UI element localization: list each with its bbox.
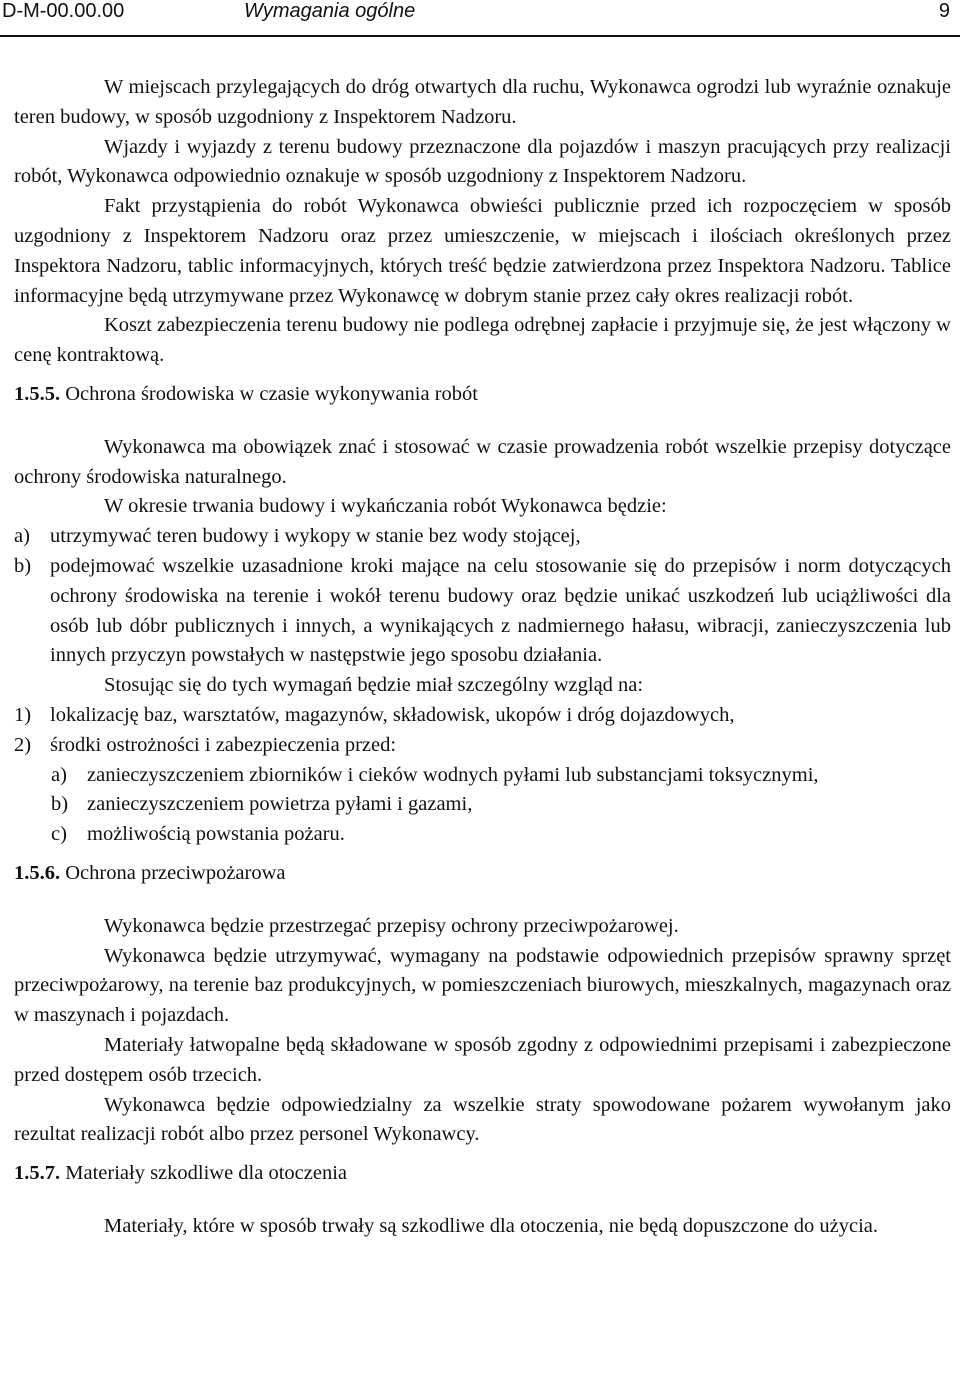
page-number: 9 bbox=[938, 0, 950, 22]
paragraph: Wykonawca będzie przestrzegać przepisy ochrony przeciwpożarowej. bbox=[104, 914, 679, 937]
section-number: 1.5.5. bbox=[14, 382, 61, 405]
document-code: D-M-00.00.00 bbox=[2, 0, 125, 22]
section-heading-1-5-7 bbox=[14, 1159, 951, 1189]
list-marker: c) bbox=[51, 823, 67, 846]
paragraph: Koszt zabezpieczenia terenu budowy nie podlega odrębnej zapłacie i przyjmuje się, że jest włączony w cenę kontraktową. bbox=[14, 314, 951, 367]
paragraph: W okresie trwania budowy i wykańczania robót Wykonawca będzie: bbox=[104, 495, 667, 518]
section-heading-1-5-6 bbox=[14, 859, 951, 889]
paragraph: Materiały łatwopalne będą składowane w sposób zgodny z odpowiednimi przepisami i zabezpieczone przed dostępem osób trzecich. bbox=[14, 1033, 951, 1086]
paragraph: Fakt przystąpienia do robót Wykonawca obwieści publicznie przed ich rozpoczęciem w sposób uzgodniony z Inspektorem Nadzoru oraz przez umieszczenie, w miejscach i ilościach określonych przez Inspektora Nadzoru, tablic informacyjnych, których treść będzie zatwierdzona przez Inspektora Nadzoru. Tablice informacyjne będą utrzymywane przez Wykonawcę w dobrym stanie przez cały okres realizacji robót. bbox=[14, 195, 951, 307]
document-title: Wymagania ogólne bbox=[244, 0, 416, 22]
list-item bbox=[14, 701, 951, 731]
list-item bbox=[14, 552, 951, 671]
list-text: zanieczyszczeniem zbiorników i cieków wodnych pyłami lub substancjami toksycznymi, bbox=[87, 763, 819, 786]
list-text: podejmować wszelkie uzasadnione kroki mające na celu stosowanie się do przepisów i norm dotyczących ochrony środowiska na terenie i wokół terenu budowy oraz będzie unikać uszkodzeń lub uciążliwości dla osób lub dóbr publicznych i innych, a wynikających z nadmiernego hałasu, wibracji, zanieczyszczenia lub innych przyczyn powstałych w następstwie jego sposobu działania. bbox=[50, 554, 951, 667]
section-number: 1.5.7. bbox=[14, 1162, 61, 1185]
header-divider bbox=[0, 35, 960, 37]
list-marker: a) bbox=[14, 525, 30, 548]
paragraph: Materiały, które w sposób trwały są szkodliwe dla otoczenia, nie będą dopuszczone do użycia. bbox=[104, 1214, 878, 1237]
list-item bbox=[14, 731, 951, 761]
list-marker: 2) bbox=[14, 733, 32, 756]
document-body bbox=[14, 73, 951, 1242]
section-heading-1-5-5 bbox=[14, 380, 951, 410]
list-text: utrzymywać teren budowy i wykopy w stanie bez wody stojącej, bbox=[50, 525, 581, 548]
section-title: Ochrona przeciwpożarowa bbox=[65, 861, 286, 884]
list-text: lokalizację baz, warsztatów, magazynów, składowisk, ukopów i dróg dojazdowych, bbox=[50, 703, 735, 726]
paragraph: W miejscach przylegających do dróg otwartych dla ruchu, Wykonawca ogrodzi lub wyraźnie oznakuje teren budowy, w sposób uzgodniony z Inspektorem Nadzoru. bbox=[14, 76, 951, 128]
list-text: środki ostrożności i zabezpieczenia przed: bbox=[50, 733, 397, 756]
paragraph: Wykonawca ma obowiązek znać i stosować w czasie prowadzenia robót wszelkie przepisy dotyczące ochrony środowiska naturalnego. bbox=[14, 435, 951, 488]
list-marker: a) bbox=[51, 763, 67, 786]
section-number: 1.5.6. bbox=[14, 861, 61, 884]
list-text: zanieczyszczeniem powietrza pyłami i gazami, bbox=[87, 793, 473, 816]
paragraph: Wykonawca będzie utrzymywać, wymagany na podstawie odpowiednich przepisów sprawny sprzęt przeciwpożarowy, na terenie baz produkcyjnych, w pomieszczeniach biurowych, mieszkalnych, magazynach oraz w maszynach i pojazdach. bbox=[14, 944, 951, 1027]
list-item bbox=[14, 522, 951, 552]
list-marker: b) bbox=[51, 793, 69, 816]
section-title: Ochrona środowiska w czasie wykonywania robót bbox=[65, 382, 478, 405]
sub-list-item bbox=[14, 790, 951, 820]
paragraph: Stosując się do tych wymagań będzie miał szczególny wzgląd na: bbox=[104, 674, 644, 697]
list-marker: b) bbox=[14, 554, 32, 577]
section-title: Materiały szkodliwe dla otoczenia bbox=[65, 1162, 348, 1185]
sub-list-item bbox=[14, 820, 951, 850]
sub-list-item bbox=[14, 761, 951, 791]
paragraph: Wjazdy i wyjazdy z terenu budowy przeznaczone dla pojazdów i maszyn pracujących przy realizacji robót, Wykonawca odpowiednio oznakuje w sposób uzgodniony z Inspektorem Nadzoru. bbox=[14, 135, 951, 188]
paragraph: Wykonawca będzie odpowiedzialny za wszelkie straty spowodowane pożarem wywołanym jako rezultat realizacji robót albo przez personel Wykonawcy. bbox=[14, 1093, 951, 1146]
list-text: możliwością powstania pożaru. bbox=[87, 823, 345, 846]
list-marker: 1) bbox=[14, 703, 32, 726]
